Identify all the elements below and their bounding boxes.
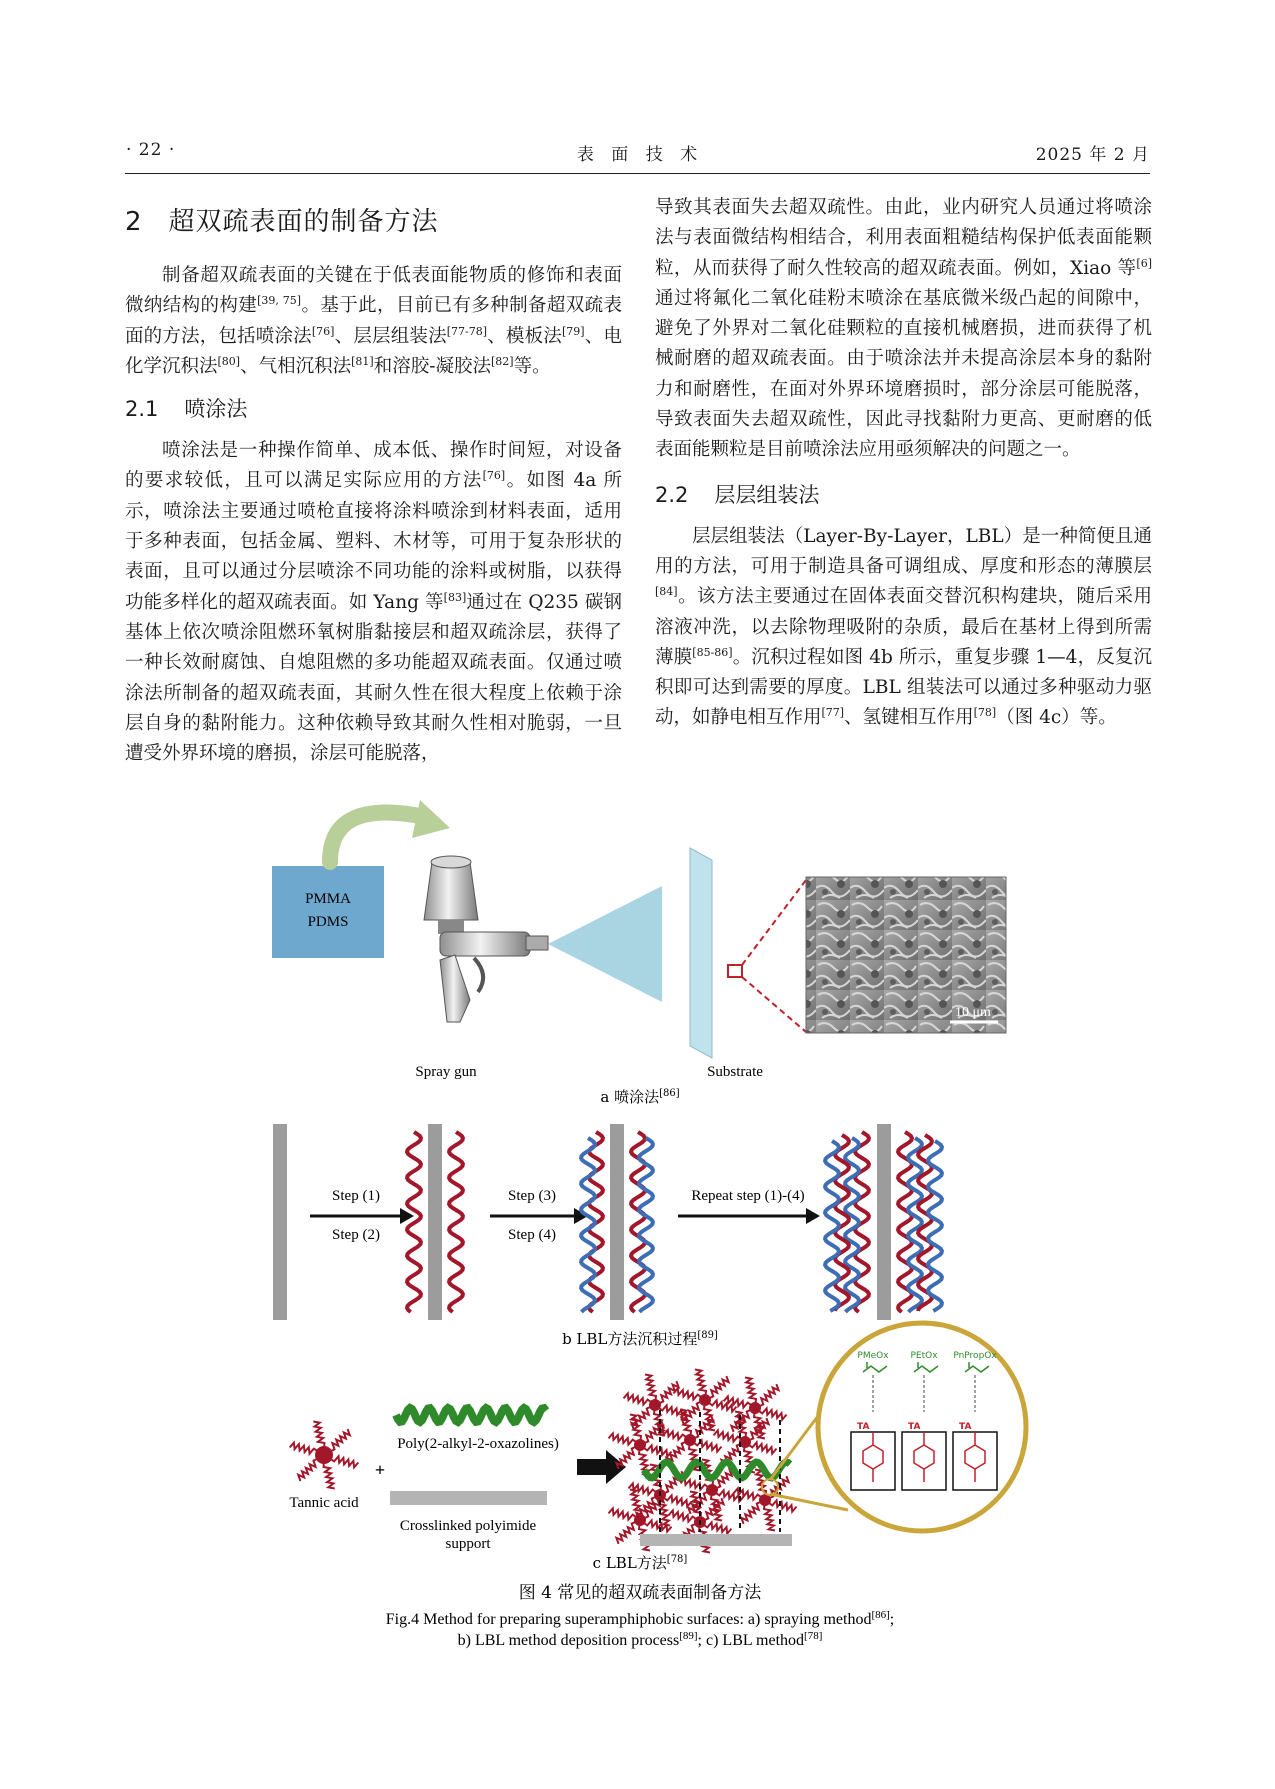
arrow-head-icon	[412, 800, 450, 838]
subsection-number: 2.2	[655, 482, 689, 507]
zoom-marker	[728, 965, 742, 977]
coating-material-box	[272, 866, 384, 958]
pmeox-label: PMeOx	[857, 1351, 889, 1361]
spray-paragraph: 喷涂法是一种操作简单、成本低、操作时间短，对设备的要求较低，且可以满足实际应用的方法[76]。如图 4a 所示，喷涂法主要通过喷枪直接将涂料喷涂到材料表面，适用于多种表面，包括金属、塑料、木材等，可用于复杂形状的表面，且可以通过分层喷涂不同功能的涂料或树脂，以获得功能多样化的超双疏表面。如 Yang 等[83]通过在 Q235 碳钢基体上依次喷涂阻燃环氧树脂黏接层和超双疏涂层，获得了一种长效耐腐蚀、自熄阻燃的多功能超双疏表面。仅通过喷涂法所制备的超双疏表面，其耐久性在很大程度上依赖于涂层自身的黏附能力。这种依赖导致其耐久性相对脆弱，一旦遭受外界环境的磨损，涂层可能脱落，	[125, 440, 623, 765]
continued-paragraph: 导致其表面失去超双疏性。由此，业内研究人员通过将喷涂法与表面微结构相结合，利用表面粗糙结构保护低表面能颗粒，从而获得了耐久性较高的超双疏表面。例如，Xiao 等[6]通过将氟化二氧化硅粉末喷涂在基底微米级凸起的间隙中，避免了外界对二氧化硅颗粒的直接机械磨损，进而获得了机械耐磨的超双疏表面。由于喷涂法并未提高涂层本身的黏附力和耐磨性，在面对外界环境磨损时，部分涂层可能脱落，导致表面失去超双疏性，因此寻找黏附力更高、更耐磨的低表面能颗粒是目前喷涂法应用亟须解决的问题之一。	[655, 197, 1152, 461]
support-label-2: support	[445, 1536, 491, 1552]
pmma-label: PMMA	[305, 891, 351, 907]
repeat-label: Repeat step (1)-(4)	[691, 1188, 805, 1204]
panel-a-spraying	[272, 800, 1006, 1106]
polymer-chain	[449, 1132, 463, 1312]
intro-paragraph: 制备超双疏表面的关键在于低表面能物质的修饰和表面微纳结构的构建[39, 75]。基于此，目前已有多种制备超双疏表面的方法，包括喷涂法[76]、层层组装法[77-78]、模板法[79]、电化学沉积法[80]、气相沉积法[81]和溶胶-凝胶法[82]等。	[125, 265, 622, 377]
spray-cone	[548, 886, 662, 1002]
assembly-support-bar	[640, 1534, 792, 1546]
step-2-label: Step (2)	[332, 1227, 380, 1243]
substrate-plate	[690, 848, 712, 1058]
zoom-line-top	[742, 880, 806, 965]
panel-b-lbl-deposition	[273, 1124, 942, 1348]
pnpropox-label: PnPropOx	[953, 1351, 997, 1361]
step-3-label: Step (3)	[508, 1188, 556, 1204]
plus-sign: +	[374, 1460, 386, 1480]
substrate-stage-3	[610, 1124, 624, 1320]
petox-label: PEtOx	[910, 1351, 938, 1361]
panel-a-caption: a 喷涂法[86]	[600, 1088, 680, 1106]
curved-arrow-icon	[330, 813, 420, 862]
issue-date: 2025 年 2 月	[1035, 145, 1150, 165]
tannic-acid-icon	[290, 1422, 359, 1489]
support-label-1: Crosslinked polyimide	[399, 1518, 537, 1534]
lbl-assembly-illustration	[609, 1370, 797, 1553]
spray-gun-label: Spray gun	[415, 1064, 477, 1080]
polyimide-support-bar	[390, 1491, 547, 1505]
panel-c-lbl-method	[289, 1323, 1026, 1572]
scale-bar-label: 10 μm	[955, 1005, 991, 1020]
polymer-chain	[639, 1138, 653, 1312]
section-number: 2	[125, 207, 143, 237]
polyoxazoline-label: Poly(2-alkyl-2-oxazolines)	[397, 1436, 559, 1452]
figure-caption-en-2: b) LBL method deposition process[89]; c) LBL method[78]	[457, 1630, 823, 1649]
journal-title: 表 面 技 术	[576, 145, 704, 165]
figure-caption-en-1: Fig.4 Method for preparing superamphiphobic surfaces: a) spraying method[86];	[385, 1609, 895, 1628]
ta-label-3: TA	[959, 1422, 972, 1432]
step-1-label: Step (1)	[332, 1188, 380, 1204]
page-number: · 22 ·	[126, 140, 176, 160]
panel-b-caption: b LBL方法沉积过程[89]	[562, 1330, 718, 1348]
polyoxazoline-chain-icon	[396, 1408, 546, 1422]
panel-c-caption: c LBL方法[78]	[592, 1554, 688, 1572]
step-4-label: Step (4)	[508, 1227, 556, 1243]
ta-label-2: TA	[908, 1422, 921, 1432]
tannic-acid-label: Tannic acid	[289, 1495, 359, 1511]
assembled-chain	[644, 1462, 790, 1478]
ta-label-1: TA	[857, 1422, 870, 1432]
zoom-line-bottom	[742, 977, 806, 1032]
subsection-title: 喷涂法	[184, 397, 248, 422]
polymer-chain	[407, 1132, 421, 1312]
bare-substrate	[273, 1124, 287, 1320]
spray-gun-icon	[424, 856, 548, 1022]
pdms-label: PDMS	[307, 914, 349, 930]
lbl-paragraph: 层层组装法（Layer-By-Layer，LBL）是一种简便且通用的方法，可用于制造具备可调组成、厚度和形态的薄膜层[84]。该方法主要通过在固体表面交替沉积构建块，随后采用溶液冲洗，以去除物理吸附的杂质，最后在基材上得到所需薄膜[85-86]。沉积过程如图 4b 所示，重复步骤 1—4，反复沉积即可达到需要的厚度。LBL 组装法可以通过多种驱动力驱动，如静电相互作用[77]、氢键相互作用[78]（图 4c）等。	[655, 525, 1152, 729]
section-title: 超双疏表面的制备方法	[168, 207, 439, 237]
subsection-title: 层层组装法	[714, 482, 820, 507]
subsection-number: 2.1	[125, 397, 159, 422]
substrate-stage-4	[877, 1124, 891, 1320]
figure-caption-zh: 图 4 常见的超双疏表面制备方法	[518, 1583, 762, 1603]
substrate-label: Substrate	[707, 1064, 763, 1080]
substrate-stage-2	[428, 1124, 442, 1320]
